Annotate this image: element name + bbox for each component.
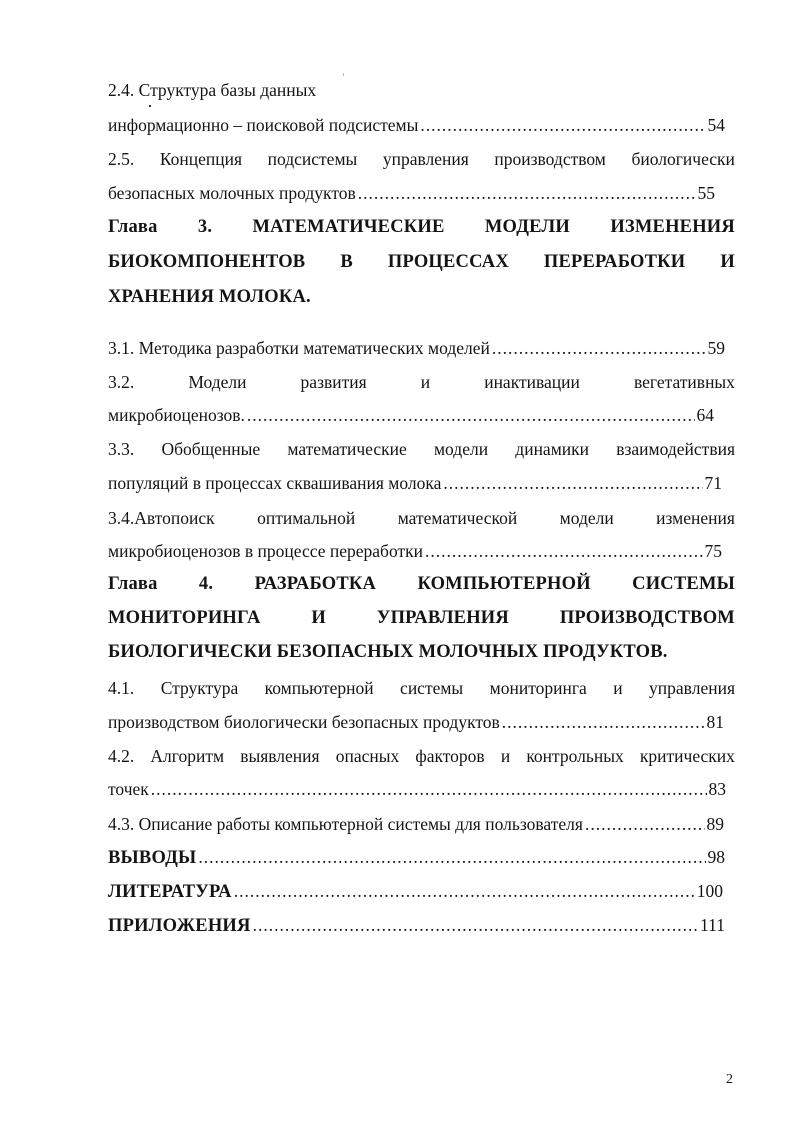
toc-3-3-text: популяций в процессах сквашивания молока [108, 473, 442, 493]
toc-3-2-text: микробиоценозов. [108, 405, 245, 425]
chapter-4-line2: МОНИТОРИНГА И УПРАВЛЕНИЯ ПРОИЗВОДСТВОМ [108, 608, 735, 628]
toc-appendices-page: 111 [700, 915, 725, 935]
toc-4-1-page: 81 [706, 712, 724, 732]
toc-4-3-text: 4.3. Описание работы компьютерной системы для пользователя [108, 814, 583, 834]
toc-2-4-entry [108, 114, 725, 136]
dot-leader [151, 778, 707, 800]
toc-3-1-entry [108, 337, 725, 359]
dot-leader [234, 880, 695, 902]
chapter-4-line1: Глава 4. РАЗРАБОТКА КОМПЬЮТЕРНОЙ СИСТЕМЫ [108, 574, 735, 594]
toc-3-2-entry [108, 404, 714, 426]
toc-appendices-text: ПРИЛОЖЕНИЯ [108, 916, 251, 936]
toc-4-2-text: точек [108, 779, 149, 799]
toc-3-4-line1: 3.4.Автопоиск оптимальной математической модели изменения [108, 508, 735, 528]
toc-2-4-page: 54 [707, 115, 725, 135]
toc-4-1-entry [108, 711, 724, 733]
toc-4-2-page: 83 [708, 779, 726, 799]
toc-4-3-entry [108, 813, 724, 835]
toc-conclusions-text: ВЫВОДЫ [108, 848, 197, 868]
dot-leader [425, 540, 703, 562]
toc-2-5-entry [108, 182, 715, 204]
dot-leader [443, 472, 702, 494]
dot-leader [585, 813, 705, 835]
toc-2-5-page: 55 [697, 183, 715, 203]
chapter-3-line2: БИОКОМПОНЕНТОВ В ПРОЦЕССАХ ПЕРЕРАБОТКИ И [108, 252, 735, 272]
dot-leader [358, 182, 696, 204]
toc-4-2-entry [108, 778, 726, 800]
scan-speck [343, 73, 344, 76]
toc-2-4-text: информационно – поисковой подсистемы [108, 115, 419, 135]
dot-leader [247, 404, 695, 426]
scan-speck [149, 105, 151, 107]
dot-leader [253, 914, 698, 936]
toc-conclusions-entry [108, 846, 725, 869]
toc-2-5-line1: 2.5. Концепция подсистемы управления производством биологически [108, 149, 735, 169]
toc-3-1-page: 59 [707, 338, 725, 358]
dot-leader [492, 337, 706, 359]
chapter-3-line1: Глава 3. МАТЕМАТИЧЕСКИЕ МОДЕЛИ ИЗМЕНЕНИЯ [108, 217, 735, 237]
toc-3-1-text: 3.1. Методика разработки математических моделей [108, 338, 490, 358]
page-number: 2 [726, 1072, 733, 1087]
toc-4-2-line1: 4.2. Алгоритм выявления опасных факторов и контрольных критических [108, 746, 735, 766]
toc-4-3-page: 89 [706, 814, 724, 834]
toc-3-2-line1: 3.2. Модели развития и инактивации вегетативных [108, 372, 735, 392]
dot-leader [198, 846, 705, 868]
chapter-4-line3: БИОЛОГИЧЕСКИ БЕЗОПАСНЫХ МОЛОЧНЫХ ПРОДУКТОВ. [108, 642, 668, 662]
toc-4-1-text: производством биологически безопасных продуктов [108, 712, 500, 732]
toc-appendices-entry [108, 914, 725, 937]
toc-3-3-entry [108, 472, 722, 494]
toc-3-3-line1: 3.3. Обобщенные математические модели динамики взаимодействия [108, 439, 735, 459]
toc-2-5-text: безопасных молочных продуктов [108, 183, 356, 203]
toc-literature-text: ЛИТЕРАТУРА [108, 882, 232, 902]
toc-3-4-page: 75 [704, 541, 722, 561]
chapter-3-line3: ХРАНЕНИЯ МОЛОКА. [108, 287, 311, 307]
toc-3-4-entry [108, 540, 722, 562]
toc-4-1-line1: 4.1. Структура компьютерной системы мониторинга и управления [108, 678, 735, 698]
toc-literature-entry [108, 880, 723, 903]
toc-literature-page: 100 [696, 881, 723, 901]
toc-3-3-page: 71 [704, 473, 722, 493]
dot-leader [420, 114, 705, 136]
toc-3-2-page: 64 [696, 405, 714, 425]
toc-3-4-text: микробиоценозов в процессе переработки [108, 541, 423, 561]
toc-2-4-title: 2.4. Структура базы данных [108, 80, 317, 100]
dot-leader [502, 711, 705, 733]
toc-conclusions-page: 98 [707, 847, 725, 867]
